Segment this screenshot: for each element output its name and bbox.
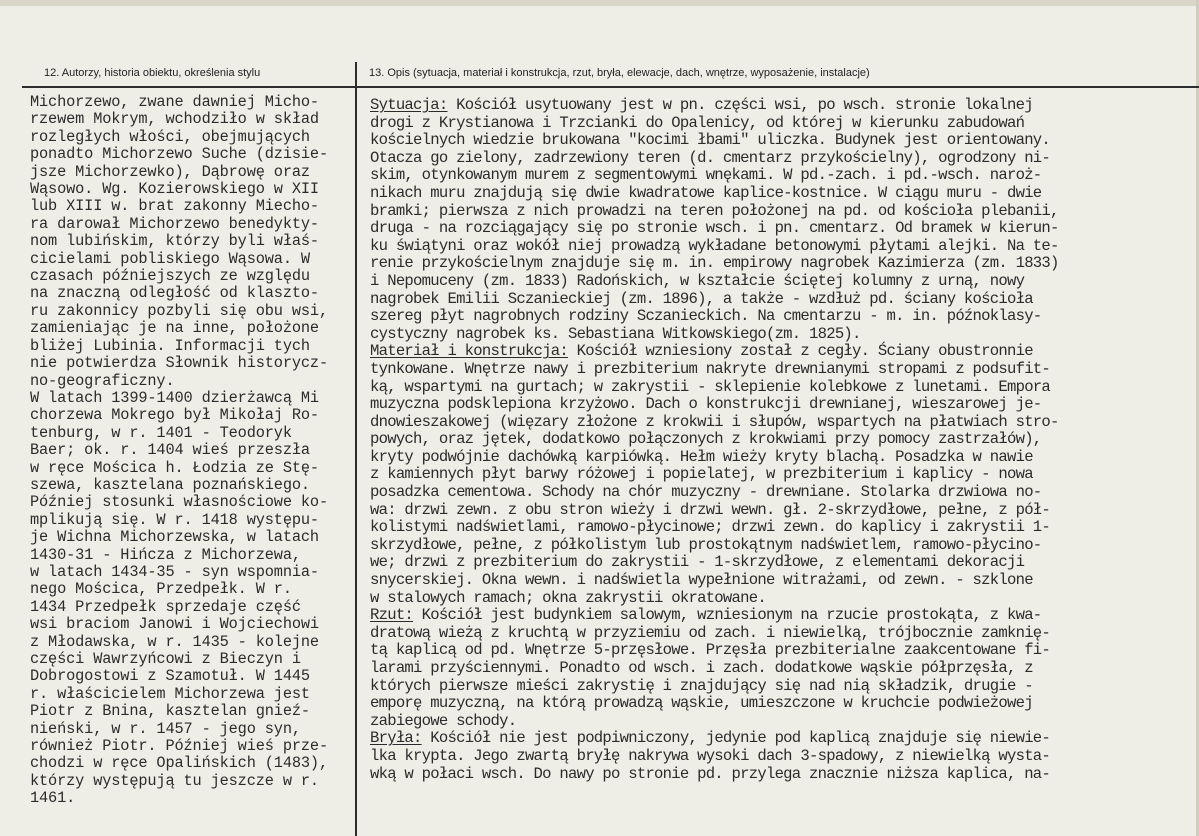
rzut-line: larami przyściennymi. Ponadto od wsch. i zach. dodatkowe wąskie półprzęsła, z <box>370 659 1033 677</box>
sytuacja-line: druga - na rozciągający się po stronie wsch. i pn. cmentarz. Od bramek w kierun- <box>370 219 1059 238</box>
material-line: w stalowych ramach; okna zakrystii okratowane. <box>370 588 766 607</box>
column-divider <box>355 62 357 836</box>
material-line: posadzka cementowa. Schody na chór muzyczny - drewniane. Stolarka drzwiowa no- <box>370 483 1042 502</box>
history-line: Michorzewo, zwane dawniej Micho- <box>30 93 319 111</box>
section-heading-sytuacja: Sytuacja: <box>370 96 448 114</box>
history-line: zamieniając je na inne, położone <box>30 319 319 338</box>
sytuacja-line: nagrobek Emilii Sczanieckiej (zm. 1896), a także - wzdłuż pd. ściany kościoła <box>370 289 1033 308</box>
history-line: nieński, w r. 1457 - jego syn, <box>30 719 301 738</box>
rzut-line: zabiegowe schody. <box>370 711 517 730</box>
section-heading-material: Materiał i konstrukcja: <box>370 342 568 361</box>
material-line: snycerskiej. Okna wewn. i nadświetla wypełnione witrażami, od zewn. - szklone <box>370 571 1033 590</box>
history-line: którzy występują tu jeszcze w r. <box>30 771 319 790</box>
sytuacja-line: skim, otynkowanym murem z segmentowymi wnękami. W pd.-zach. i pd.-wsch. naroż- <box>370 166 1042 185</box>
header-divider <box>22 86 1199 88</box>
history-line: części Wawrzyńcowi z Bieczyn i <box>30 650 301 668</box>
section-sytuacja <box>370 97 1059 343</box>
history-line: na znaczną odległość od klaszto- <box>30 284 319 303</box>
history-line: ru zakonnicy pozbyli się obu wsi, <box>30 301 328 320</box>
history-line: w ręce Mościca h. Łodzia ze Stę- <box>30 458 319 477</box>
history-line: nego Mościca, Przedpełk. W r. <box>30 580 292 599</box>
material-line: ką, wspartymi na gurtach; w zakrystii - sklepienie kolebkowe z lunetami. Empora <box>370 377 1051 396</box>
history-line: cicielami pobliskiego Wąsowa. W <box>30 249 310 268</box>
history-line: Później stosunki własnościowe ko- <box>30 493 328 512</box>
material-line <box>370 343 1059 361</box>
material-first-line-text: Kościół wzniesiony został z cegły. Ściany obustronnie <box>567 342 1033 361</box>
history-line: nom lubińskim, którzy byli właś- <box>30 232 319 251</box>
history-line: Baer; ok. r. 1404 wieś przeszła <box>30 441 310 460</box>
history-line: również Piotr. Później wieś prze- <box>30 737 328 756</box>
bryla-first-line-text: Kościół nie jest podpiwniczony, jedynie pod kaplicą znajduje się niewie- <box>421 729 1051 748</box>
history-line: mplikują się. W r. 1418 występu- <box>30 510 319 529</box>
history-line: lub XIII w. brat zakonny Miecho- <box>30 197 319 216</box>
sytuacja-first-line-text: Kościół usytuowany jest w pn. części wsi, po wsch. stronie lokalnej <box>447 96 1033 114</box>
rzut-line: dratową wieżą z kruchtą w przyziemiu od zach. i niewielką, trójbocznie zamknię- <box>370 623 1051 642</box>
history-line: Dobrogostowi z Szamotuł. W 1445 <box>30 667 310 686</box>
bryla-line <box>370 730 1059 748</box>
section-heading-rzut: Rzut: <box>370 606 414 625</box>
rzut-first-line-text: Kościół jest budynkiem salowym, wzniesionym na rzucie prostokąta, z kwa- <box>413 606 1042 625</box>
sytuacja-line: kościelnych wiedzie brukowana "kocimi łbami" uliczka. Budynek jest orientowany. <box>370 131 1051 150</box>
history-line: chodzi w ręce Opalińskich (1483), <box>30 754 328 773</box>
sytuacja-line: drogi z Krystianowa i Trzcianki do Opalenicy, od której w kierunku zabudowań <box>370 113 1025 132</box>
sytuacja-line: szereg płyt nagrobnych rodziny Sczanieckich. Na cmentarzu - m. in. późnoklasy- <box>370 307 1042 326</box>
sytuacja-line: bramki; pierwsza z nich prowadzi na teren położonej na pd. od kościoła plebanii, <box>370 201 1059 220</box>
history-line: r. właścicielem Michorzewa jest <box>30 684 310 703</box>
history-line: jsze Michorzewko), Dąbrowę oraz <box>30 162 310 181</box>
sytuacja-line: nikach muru znajdują się dwie kwadratowe kaplice-kostnice. W ciągu muru - dwie <box>370 183 1042 202</box>
history-line: W latach 1399-1400 dzierżawcą Mi <box>30 388 319 407</box>
header-history: 12. Autorzy, historia obiektu, określenia stylu <box>44 67 261 79</box>
section-heading-bryla: Bryła: <box>370 729 422 748</box>
history-line: Piotr z Bnina, kasztelan gnieź- <box>30 702 310 721</box>
sytuacja-line <box>370 97 1059 115</box>
history-line: w latach 1434-35 - syn wspomnia- <box>30 562 319 581</box>
history-line: chorzewa Mokrego był Mikołaj Ro- <box>30 406 319 425</box>
material-line: dnowieszakowej (więzary złożone z krokwii i słupów, wspartych na płatwiach stro- <box>370 412 1059 431</box>
material-line: muzyczna podsklepiona krzyżowo. Dach o konstrukcji drewnianej, wieszarowej je- <box>370 395 1042 414</box>
material-line: wa: drzwi zewn. z obu stron wieży i drzwi wewn. gł. 2-skrzydłowe, pełne, z pół- <box>370 500 1051 519</box>
material-line: skrzydłowe, pełne, z półkolistym lub prostokątnym nadświetlem, ramowo-płycino- <box>370 535 1042 554</box>
sytuacja-line: ku świątyni oraz wokół niej prowadzą wykładane betonowymi płytami alejki. Na te- <box>370 236 1059 255</box>
sytuacja-line: cystyczny nagrobek ks. Sebastiana Witkowskiego(zm. 1825). <box>370 324 861 343</box>
history-line: rzewem Mokrym, wchodziło w skład <box>30 110 319 129</box>
rzut-line: emporę muzyczną, na którą prowadzą wąskie, umieszczone w kruchcie podwieżowej <box>370 694 1033 713</box>
material-line: we; drzwi z prezbiterium do zakrystii - 1-skrzydłowe, z elementami dekoracji <box>370 553 1025 572</box>
rzut-line <box>370 607 1059 625</box>
history-line: ponadto Michorzewo Suche (dzisie- <box>30 145 328 164</box>
history-line: wsi braciom Janowi i Wojciechowi <box>30 615 319 634</box>
rzut-line: tą kaplicą od pd. Wnętrze 5-przęsłowe. Przęsła prezbiterialne zaakcentowane fi- <box>370 641 1051 660</box>
history-line: ra darował Michorzewo benedykty- <box>30 214 319 233</box>
history-line: je Wichna Michorzewska, w latach <box>30 528 319 547</box>
history-line: czasach późniejszych ze względu <box>30 267 310 286</box>
sytuacja-line: i Nepomuceny (zm. 1833) Radońskich, w kształcie ściętej kolumny z urną, nowy <box>370 271 1025 290</box>
history-line: bliżej Lubinia. Informacji tych <box>30 336 310 355</box>
section-material <box>370 343 1059 607</box>
rzut-line: których pierwsze mieści zakrystię i znajdujący się nad nią składzik, drugie - <box>370 676 1033 695</box>
sytuacja-line: renie przykościelnym znajduje się m. in. empirowy nagrobek Kazimierza (zm. 1833) <box>370 254 1059 273</box>
bryla-line: wką w połaci wsch. Do nawy po stronie pd. przylega znacznie niższa kaplica, na- <box>370 764 1051 783</box>
history-line: z Młodawska, w r. 1435 - kolejne <box>30 632 319 651</box>
material-line: kolistymi nadświetlami, ramowo-płycinowe; drzwi zewn. do kaplicy i zakrystii 1- <box>370 518 1051 537</box>
history-line: szewa, kasztelana poznańskiego. <box>30 475 310 494</box>
description-text <box>370 97 1059 783</box>
card-top-edge <box>0 0 1199 6</box>
header-description: 13. Opis (sytuacja, materiał i konstrukcja, rzut, bryła, elewacje, dach, wnętrze, wyposażenie, instalacje) <box>369 67 870 79</box>
history-text <box>30 94 328 808</box>
history-line: tenburg, w r. 1401 - Teodoryk <box>30 423 292 442</box>
history-line: rozległych włości, obejmujących <box>30 127 310 146</box>
history-line: Wąsowo. Wg. Kozierowskiego w XII <box>30 180 319 199</box>
history-line: 1461. <box>30 789 76 808</box>
history-line: 1434 Przedpełk sprzedaje część <box>30 597 301 616</box>
material-line: kryty podwójnie dachówką karpiówką. Hełm wieży kryty blachą. Posadzka w nawie <box>370 447 1033 466</box>
section-rzut <box>370 607 1059 730</box>
material-line: tynkowane. Wnętrze nawy i prezbiterium nakryte drewnianymi stropami z podsufit- <box>370 359 1051 378</box>
sytuacja-line: Otacza go zielony, zadrzewiony teren (d. cmentarz przykościelny), ogrodzony ni- <box>370 148 1051 167</box>
material-line: z kamiennych płyt barwy różowej i popielatej, w prezbiterium i kaplicy - nowa <box>370 465 1033 484</box>
section-bryla <box>370 730 1059 783</box>
material-line: powych, oraz jętek, dodatkowo połączonych z krokwiami przy pomocy zastrzałów), <box>370 430 1042 449</box>
bryla-line: lka krypta. Jego zwartą bryłę nakrywa wysoki dach 3-spadowy, z niewielką wysta- <box>370 746 1051 765</box>
history-line: 1430-31 - Hińcza z Michorzewa, <box>30 545 301 564</box>
history-line: nie potwierdza Słownik historycz- <box>30 354 328 373</box>
history-line: no-geograficzny. <box>30 371 175 390</box>
